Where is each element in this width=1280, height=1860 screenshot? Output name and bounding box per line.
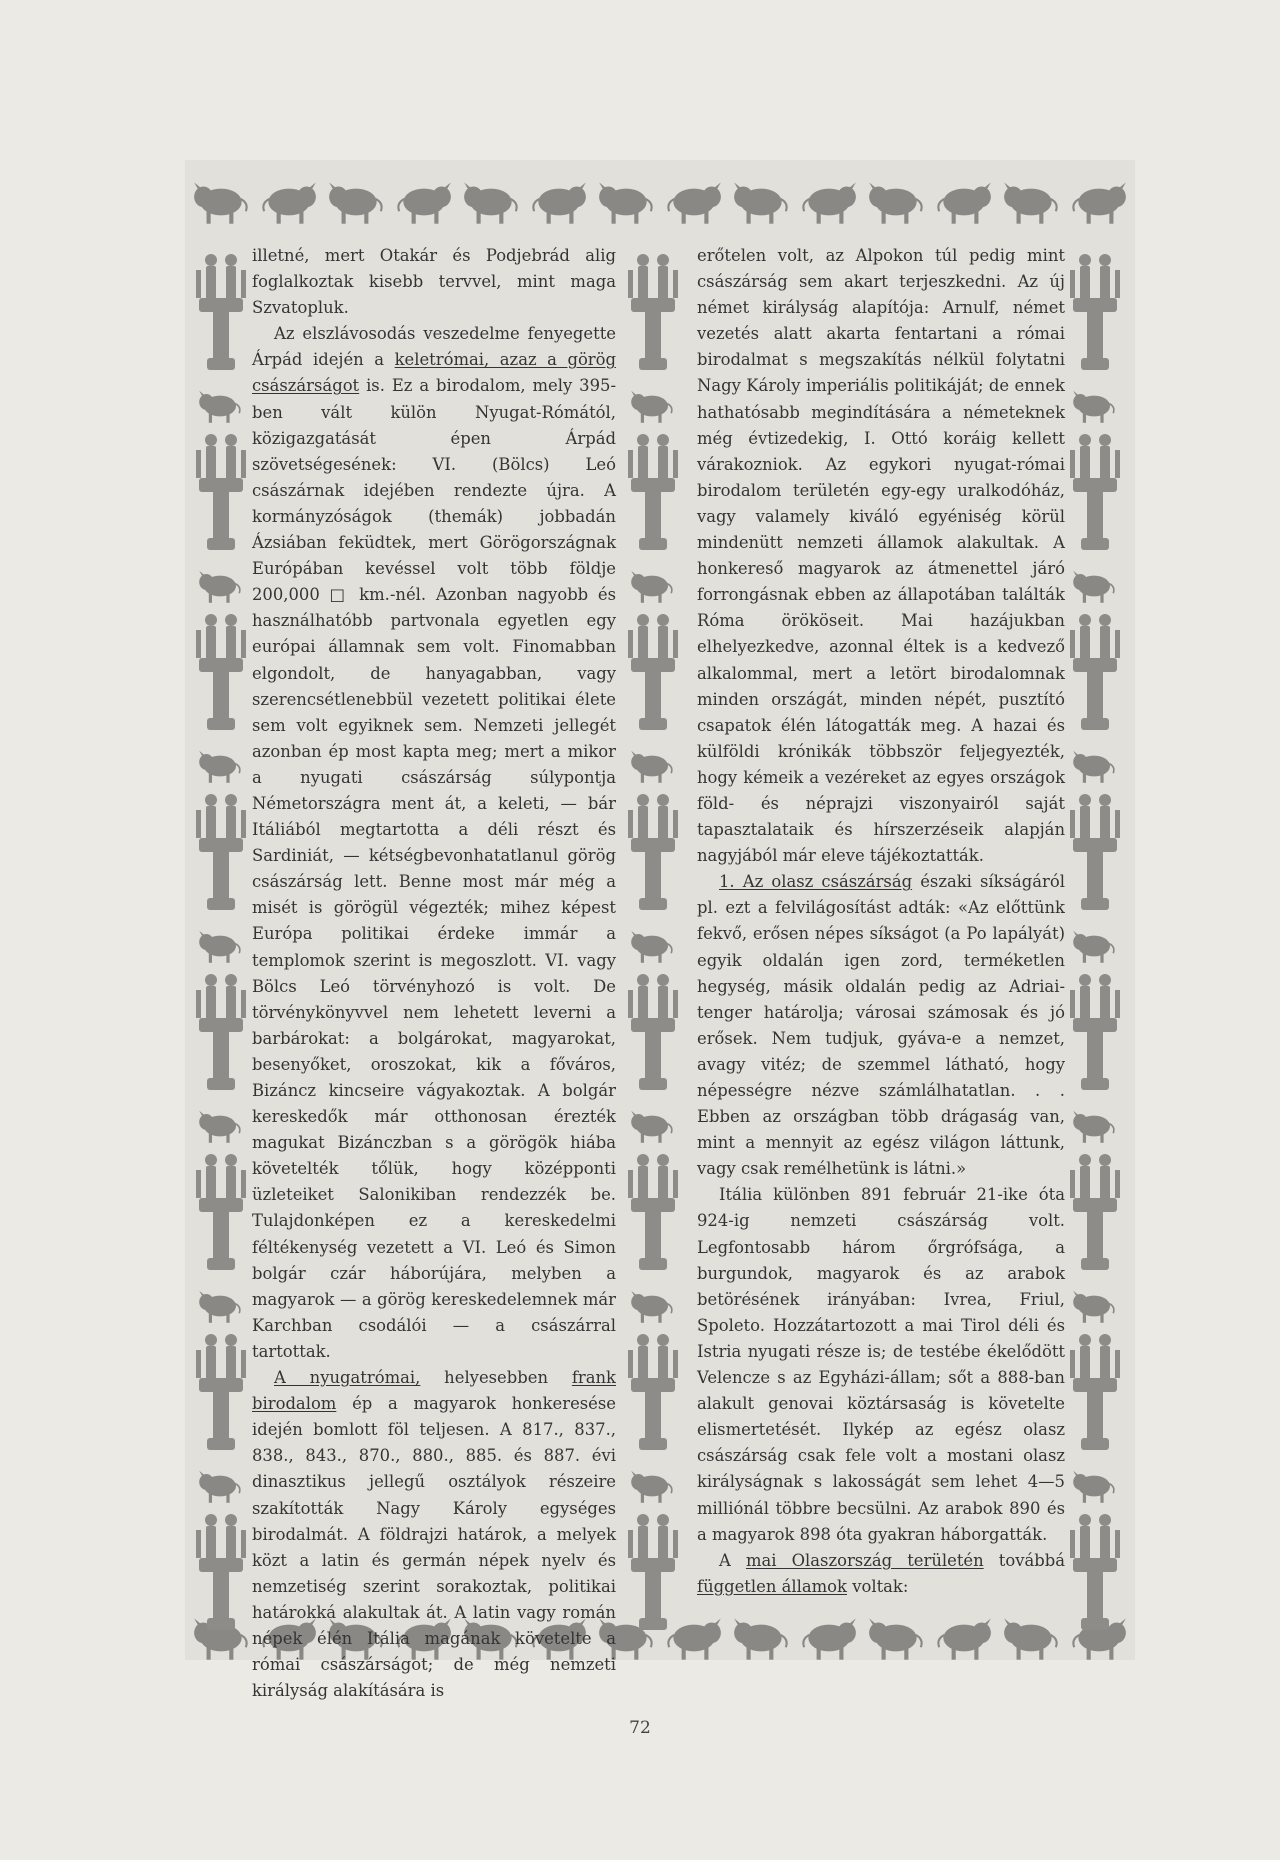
twin-figure-ornament-icon	[191, 250, 251, 380]
text-run: Itália különben 891 február 21-ike óta 924-ig nemzeti császárság volt. Legfontosabb három őrgrófsága, a burgundok, magyarok és az arabok betörésének irányában: Ivrea, Friul, Spoleto. Hozzátartozott a mai Tirol déli és Istria nyugati része is; de testébe ékelődött Velencze s az Egyházi-állam; sőt a 888-ban alakult genovai köztársaság is követelte elismertetését. Ilykép az egész olasz császárság csak fele volt a mostani olasz királyságnak s lakosságát sem lehet 4—5 milliónál többre becsülni. Az arabok 890 és a magyarok 898 óta gyakran háborgatták.	[697, 1185, 1065, 1544]
paragraph	[252, 321, 616, 1365]
twin-figure-ornament-icon	[623, 1510, 683, 1640]
twin-figure-ornament-icon	[1065, 1150, 1125, 1280]
bison-ornament-icon	[194, 1106, 246, 1146]
bison-ornament-icon	[194, 386, 246, 426]
twin-figure-ornament-icon	[1065, 430, 1125, 560]
text-run: továbbá	[983, 1550, 1065, 1570]
left-ornament-column	[188, 250, 254, 1590]
bison-ornament-icon	[190, 170, 252, 234]
bison-ornament-icon	[194, 1286, 246, 1326]
paragraph	[697, 243, 1065, 869]
bison-ornament-icon	[933, 170, 995, 234]
bison-ornament-icon	[1068, 926, 1120, 966]
text-run: Az elszlávosodás veszedelme fenyegette Árpád idején a	[252, 324, 616, 370]
bison-ornament-icon	[730, 170, 792, 234]
right-ornament-column	[1062, 250, 1128, 1590]
twin-figure-ornament-icon	[191, 430, 251, 560]
middle-ornament-column	[620, 250, 686, 1590]
twin-figure-ornament-icon	[191, 1330, 251, 1460]
left-text-column	[252, 243, 616, 1704]
bison-ornament-icon	[528, 170, 590, 234]
twin-figure-ornament-icon	[623, 610, 683, 740]
bison-ornament-icon	[626, 1286, 678, 1326]
twin-figure-ornament-icon	[623, 970, 683, 1100]
bison-ornament-icon	[1068, 1286, 1120, 1326]
bison-ornament-icon	[933, 1606, 995, 1670]
bison-ornament-icon	[865, 170, 927, 234]
bison-ornament-icon	[194, 1466, 246, 1506]
underlined-term: mai Olaszország területén	[745, 1550, 984, 1570]
bison-ornament-icon	[1068, 386, 1120, 426]
twin-figure-ornament-icon	[1065, 790, 1125, 920]
text-run: helyesebben	[420, 1368, 572, 1388]
twin-figure-ornament-icon	[1065, 970, 1125, 1100]
underlined-term: A nyugatrómai,	[274, 1368, 421, 1388]
twin-figure-ornament-icon	[623, 1150, 683, 1280]
text-run: északi síkságáról pl. ezt a felvilágosítást adták: «Az előttünk fekvő, erősen népes síkságot (a Po lapályát) egyik oldalán igen zord, terméketlen hegység, másik oldalán pedig az Adriai-tenger határolja; városai számosak és jó erősek. Nem tudjuk, gyáva-e a nemzet, avagy vitéz; de szemmel látható, hogy népességre nézve számlálhatatlan. . . Ebben az országban több drágaság van, mint a mennyit az egész világon láttunk, vagy csak remélhetünk is látni.»	[697, 872, 1065, 1179]
bison-ornament-icon	[865, 1606, 927, 1670]
bison-ornament-icon	[460, 170, 522, 234]
bison-ornament-icon	[1000, 1606, 1062, 1670]
bison-ornament-icon	[798, 170, 860, 234]
bison-ornament-icon	[1068, 566, 1120, 606]
paragraph	[252, 1365, 616, 1704]
bison-ornament-icon	[1000, 170, 1062, 234]
bison-ornament-icon	[626, 386, 678, 426]
twin-figure-ornament-icon	[623, 250, 683, 380]
twin-figure-ornament-icon	[1065, 610, 1125, 740]
twin-figure-ornament-icon	[191, 970, 251, 1100]
underlined-term: 1. Az olasz császárság	[719, 872, 913, 892]
bison-ornament-icon	[626, 746, 678, 786]
bison-ornament-icon	[730, 1606, 792, 1670]
bison-ornament-icon	[194, 926, 246, 966]
text-run: erőtelen volt, az Alpokon túl pedig mint császárság sem akart terjeszkedni. Az új német királyság alapítója: Arnulf, német vezetés alatt akarta fentartani a római birodalmat s megszakítás nélkül folytatni Nagy Károly imperiális politikáját; de ennek hathatósabb megindítására a németeknek még évtizedekig, I. Ottó koráig kellett várakozniok. Az egykori nyugat-római birodalom területén egy-egy uralkodóház, vagy valamely kiváló egyéniség körül mindenütt nemzeti államok alakultak. A honkereső magyarok az átmenettel járó forrongásnak ebben az állapotában találták Róma örököseit. Mai hazájukban elhelyezkedve, azonnal éltek is a kedvező alkalommal, mert a letört birodalomnak minden országát, minden népét, pusztító csapatok élén látogatták meg. A hazai és külföldi krónikák többször feljegyezték, hogy kémeik a vezéreket az egyes országok föld- és néprajzi viszonyairól saját tapasztalataik és hírszerzéseik alapján nagyjából már eleve tájékoztatták.	[697, 246, 1065, 866]
bison-ornament-icon	[626, 1466, 678, 1506]
text-run: ép a magyarok honkeresése idején bomlott föl teljesen. A 817., 837., 838., 843., 870., 880., 885. és 887. évi dinasztikus jellegű osztályok részeire szakították Nagy Károly egységes birodalmát. A földrajzi határok, a melyek közt a latin és germán népek nyelv és nemzetiség szerint sorakoztak, politikai határokká alakultak át. A latin vagy román népek élén Itália magának követelte a római császárságot; de még nemzeti királyság alakítására is	[252, 1394, 616, 1701]
underlined-term: keletrómai, azaz a görög császárságot	[252, 350, 617, 396]
bison-ornament-icon	[1068, 1106, 1120, 1146]
bison-ornament-icon	[1068, 170, 1130, 234]
paragraph	[697, 869, 1065, 1182]
twin-figure-ornament-icon	[1065, 250, 1125, 380]
twin-figure-ornament-icon	[1065, 1330, 1125, 1460]
text-run: A	[719, 1550, 746, 1570]
text-run: illetné, mert Otakár és Podjebrád alig foglalkoztak kisebb tervvel, mint maga Szvatopluk.	[252, 246, 616, 318]
bison-ornament-icon	[626, 566, 678, 606]
paragraph	[697, 1182, 1065, 1547]
bison-ornament-icon	[798, 1606, 860, 1670]
bison-ornament-icon	[393, 170, 455, 234]
bison-ornament-icon	[258, 170, 320, 234]
right-text-column	[697, 243, 1065, 1600]
twin-figure-ornament-icon	[1065, 1510, 1125, 1640]
bison-ornament-icon	[1068, 1466, 1120, 1506]
paragraph	[697, 1548, 1065, 1600]
page-number: 72	[629, 1718, 651, 1738]
text-run: voltak:	[846, 1576, 909, 1596]
bison-ornament-icon	[626, 926, 678, 966]
underlined-term: független államok	[697, 1576, 847, 1596]
twin-figure-ornament-icon	[191, 790, 251, 920]
twin-figure-ornament-icon	[191, 1150, 251, 1280]
twin-figure-ornament-icon	[191, 610, 251, 740]
paragraph	[252, 243, 616, 321]
bison-ornament-icon	[595, 170, 657, 234]
bison-ornament-icon	[194, 746, 246, 786]
underlined-term: frank birodalom	[252, 1368, 616, 1414]
bison-ornament-icon	[663, 170, 725, 234]
bison-ornament-icon	[325, 170, 387, 234]
bison-ornament-icon	[626, 1106, 678, 1146]
twin-figure-ornament-icon	[623, 790, 683, 920]
twin-figure-ornament-icon	[623, 430, 683, 560]
text-run: is. Ez a birodalom, mely 395-ben vált külön Nyugat-Rómától, közigazgatását épen Árpád szövetségesének: VI. (Bölcs) Leó császárnak idejében rendezte újra. A kormányzóságok (themák) jobbadán Ázsiában feküdtek, mert Görögországnak Európában kevéssel volt több földje 200,000 □ km.-nél. Azonban nagyobb és használhatóbb partvonala egyetlen egy európai államnak sem volt. Finomabban elgondolt, de hanyagabban, vagy szerencsétlenebbül vezetett politikai élete sem volt egyiknek sem. Nemzeti jellegét azonban ép most kapta meg; mert a mikor a nyugati császárság súlypontja Németországra ment át, a keleti, — bár Itáliából megtartotta a déli részt és Sardiniát, — kétségbevonhatatlanul görög császárság lett. Benne most már még a misét is görögül végezték; mihez képest Európa politikai érdeke immár a templomok szerint is megoszlott. VI. vagy Bölcs Leó törvényhozó is volt. De törvénykönyvvel nem lehetett leverni a barbárokat: a bolgárokat, magyarokat, besenyőket, oroszokat, kik a főváros, Bizáncz kincseire vágyakoztak. A bolgár kereskedők már otthonosan érezték magukat Bizánczban s a görögök hiába követelték tőlük, hogy középponti üzleteiket Salonikiban rendezzék be. Tulajdonképen ez a kereskedelmi féltékenység vezetett a VI. Leó és Simon bolgár czár háborújára, melyben a magyarok — a görög kereskedelemnek már Karchban csodálói — a császárral tartottak.	[252, 376, 616, 1361]
bison-ornament-icon	[194, 566, 246, 606]
bison-ornament-icon	[1068, 746, 1120, 786]
twin-figure-ornament-icon	[623, 1330, 683, 1460]
top-bison-frieze	[190, 162, 1130, 242]
twin-figure-ornament-icon	[191, 1510, 251, 1640]
